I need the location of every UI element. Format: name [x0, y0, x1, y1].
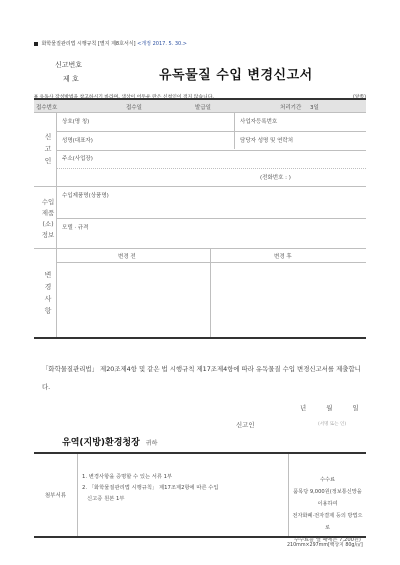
applicant-section [34, 113, 366, 187]
before-change-header: 변경 전 [118, 254, 136, 260]
applicant-section-label: 신 고 인 [44, 133, 52, 165]
phone-number-field[interactable]: (전화번호 : ) [260, 175, 291, 181]
recipient [62, 435, 157, 448]
issue-date-label: 발급일 [195, 105, 211, 111]
attachments-list [82, 472, 282, 505]
model-spec-field[interactable]: 모델 · 규격 [62, 225, 89, 231]
product-info-section [34, 187, 366, 249]
receipt-row [34, 100, 366, 113]
attachment-item: 1. 변경사항을 증명할 수 있는 서류 1부 [82, 474, 173, 480]
recipient-name: 유역(지방)환경청장 [62, 438, 140, 448]
form-regulation-ref: 화학물질관리법 시행규칙 [별지 제8호서식] [41, 41, 136, 47]
applicant-signature-label: 신고인 [236, 421, 255, 429]
contact-person-field[interactable]: 담당자 성명 및 연락처 [240, 138, 294, 144]
instructions-text: ※ 유독사 작성방법을 참고하시기 바라며, 색상이 어두운 란은 신청인이 적지 않습니다. [34, 95, 214, 100]
registration-number-label: 신고번호 [55, 61, 83, 69]
paper-size-note: 210mm×297mm[백상지 80g/㎡] [287, 543, 363, 548]
signature-note: (서명 또는 인) [318, 422, 347, 427]
product-section-label: 수입 제품 (소) 정보 [41, 198, 55, 239]
company-name-field[interactable]: 상호(명 칭) [62, 119, 90, 125]
change-section-label: 변 경 사 항 [44, 271, 52, 315]
declaration-text: 「화학물질관리법」 제20조제4항 및 같은 법 시행규칙 제17조제4항에 따라 유독물질 수입 변경신고서를 제출합니다. [42, 365, 361, 391]
bullet-square-icon [34, 42, 38, 46]
form-header-note [34, 40, 187, 47]
fee-column [288, 454, 366, 543]
after-change-field[interactable] [211, 263, 365, 336]
month-label: 월 [326, 404, 333, 412]
attachments-table [34, 452, 366, 543]
before-change-field[interactable] [57, 263, 209, 336]
receipt-number-label: 접수번호 [36, 105, 58, 111]
representative-name-field[interactable]: 성명(대표자) [62, 138, 93, 144]
fee-detail: 품목당 9,000원(정보통신망을 이용하여 전자화폐·전자결제 등의 방법으로 수수료를 낼 때에는 7,200원) [292, 489, 363, 543]
fee-title: 수수료 [319, 477, 336, 483]
recipient-suffix: 귀하 [145, 440, 158, 447]
page-side-label: (앞쪽) [352, 95, 366, 100]
date-line [300, 403, 359, 412]
processing-period-value: 3일 [310, 105, 319, 111]
attachments-label: 첨부서류 [34, 454, 78, 536]
business-address-field[interactable]: 주소(사업장) [62, 156, 93, 162]
change-items-section [34, 249, 366, 337]
attachment-item: 신고증 원본 1부 [82, 496, 125, 502]
registration-issue-label: 제 호 [63, 75, 79, 83]
business-registration-field[interactable]: 사업자등록번호 [240, 119, 278, 125]
form-table [34, 98, 366, 339]
after-change-header: 변경 후 [274, 254, 292, 260]
form-revision: <개정 2017. 5. 30.> [137, 41, 187, 47]
document-title: 유독물질 수입 변경신고서 [159, 68, 313, 83]
processing-period-label: 처리기간 [280, 105, 302, 111]
day-label: 일 [352, 404, 359, 412]
import-product-name-field[interactable]: 수입제품명(상품명) [62, 193, 109, 199]
attachment-item: 2. 「화학물질관리법 시행규칙」 제17조제2항에 따른 수입 [82, 485, 219, 491]
received-date-label: 접수일 [126, 105, 142, 111]
year-label: 년 [300, 404, 307, 412]
